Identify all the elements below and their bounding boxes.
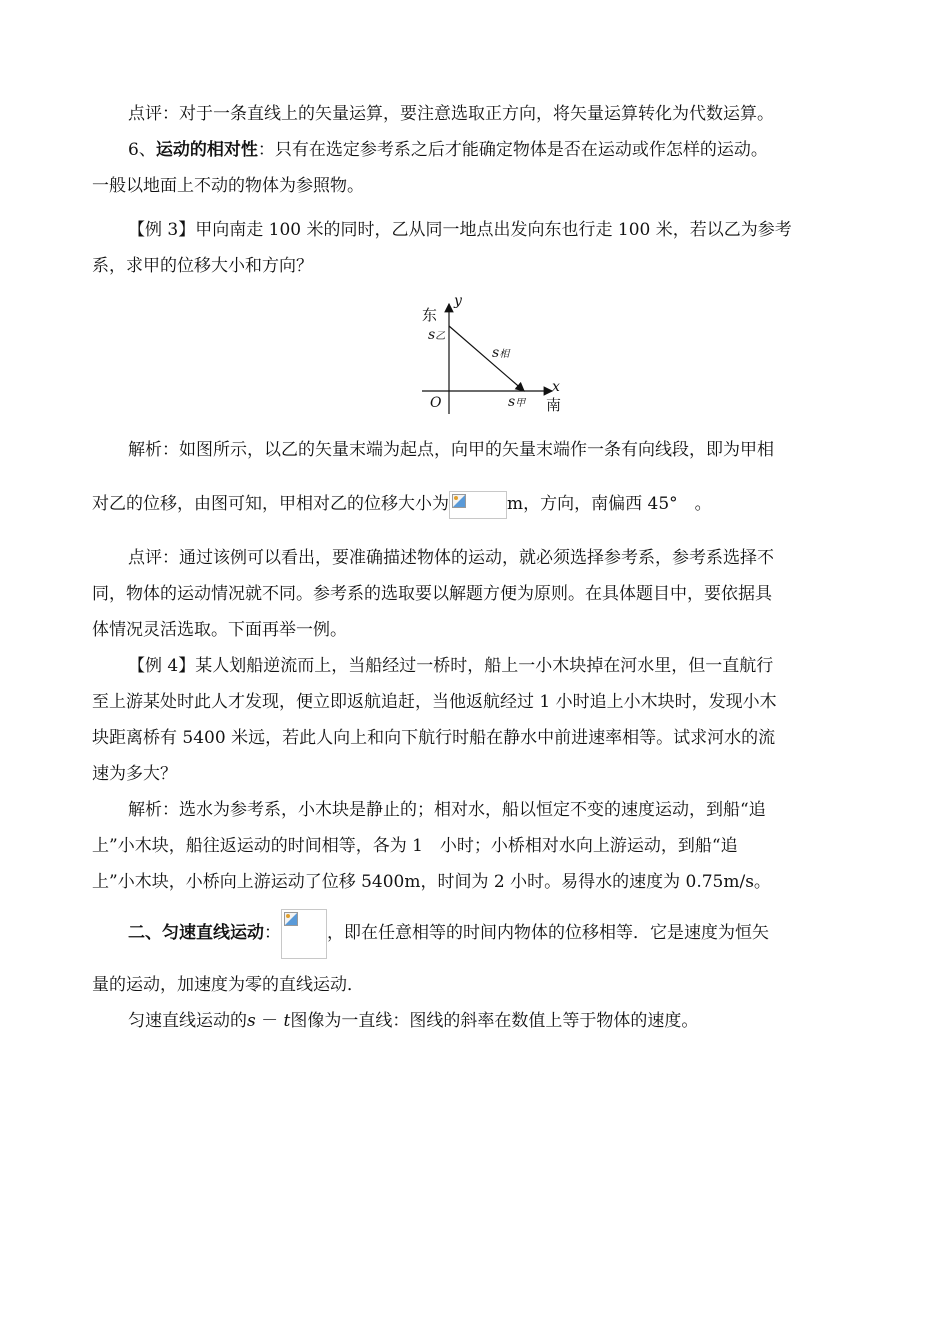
section2-line2: 量的运动，加速度为零的直线运动．	[92, 974, 364, 995]
example4-line4: 速为多大？	[92, 764, 177, 784]
y-label: y	[454, 293, 462, 309]
example4-answer: 解析：选水为参考系，小木块是静止的；相对水，船以恒定不变的速度运动，到船“追	[128, 800, 766, 820]
displacement-diagram	[412, 294, 572, 424]
east-label: 东	[422, 306, 438, 324]
s-jia-label: s甲	[508, 394, 526, 410]
example4-line3: 块距离桥有 5400 米远，若此人向上和向下航行时船在静水中前进速率相等。试求河水的流	[92, 728, 776, 748]
s-yi-label: s乙	[428, 327, 446, 343]
item-number: 6、	[128, 140, 156, 160]
example3-answer-line2	[92, 486, 862, 522]
relativity-line2: 一般以地面上不动的物体为参照物。	[92, 176, 364, 196]
broken-image-icon	[452, 494, 466, 508]
origin-label: O	[430, 395, 442, 411]
relativity-paragraph	[92, 132, 862, 168]
broken-image-icon	[284, 912, 298, 926]
relativity-heading: 运动的相对性	[155, 140, 258, 160]
example3-question-line2: 系，求甲的位移大小和方向？	[92, 256, 313, 276]
comment-line2: 同，物体的运动情况就不同。参考系的选取要以解题方便为原则。在具体题目中，要依据具	[92, 584, 772, 604]
section2-heading-paragraph: 二、匀速直线运动： ，即在任意相等的时间内物体的位移相等．它是速度为恒矢	[92, 908, 862, 959]
example4-answer-line2: 上”小木块，船往返运动的时间相等，各为 1 小时；小桥相对水向上游运动，到船“追	[92, 836, 738, 856]
answer-text-b: m，方向，南偏西 45° 。	[507, 494, 712, 514]
example4-question: 【例 4】某人划船逆流而上，当船经过一桥时，船上一小木块掉在河水里，但一直航行	[128, 656, 774, 676]
x-label: x	[552, 379, 560, 395]
relative-displacement-vector	[449, 326, 524, 391]
comment-reference-frame: 点评：通过该例可以看出，要准确描述物体的运动，就必须选择参考系，参考系选择不	[128, 548, 774, 568]
st-graph-sentence: 匀速直线运动的s － t图像为一直线：图线的斜率在数值上等于物体的速度。	[128, 1010, 699, 1031]
example3-question: 【例 3】甲向南走 100 米的同时，乙从同一地点出发向东也行走 100 米，若以乙为参考	[128, 220, 792, 240]
south-label: 南	[546, 396, 562, 414]
section2-heading: 二、匀速直线运动	[128, 923, 264, 943]
example4-answer-line3: 上”小木块，小桥向上游运动了位移 5400m，时间为 2 小时。易得水的速度为 0.75m/s。	[92, 872, 771, 892]
formula-image-placeholder	[449, 491, 507, 519]
section2-text: ，即在任意相等的时间内物体的位移相等．它是速度为恒矢	[327, 923, 769, 943]
example4-line2: 至上游某处时此人才发现，便立即返航追赶，当他返航经过 1 小时追上小木块时，发现小木	[92, 692, 777, 712]
document-page	[92, 96, 862, 1039]
comment-line3: 体情况灵活选取。下面再举一例。	[92, 620, 347, 640]
formula-image-placeholder-2	[281, 909, 327, 959]
s-xiang-label: s相	[492, 345, 510, 361]
comment-vector: 点评：对于一条直线上的矢量运算，要注意选取正方向，将矢量运算转化为代数运算。	[128, 104, 774, 124]
relativity-text: ：只有在选定参考系之后才能确定物体是否在运动或作怎样的运动。	[257, 140, 768, 160]
answer-text-a: 对乙的位移，由图可知，甲相对乙的位移大小为	[92, 494, 449, 514]
example3-answer: 解析：如图所示，以乙的矢量末端为起点，向甲的矢量末端作一条有向线段，即为甲相	[128, 440, 774, 460]
